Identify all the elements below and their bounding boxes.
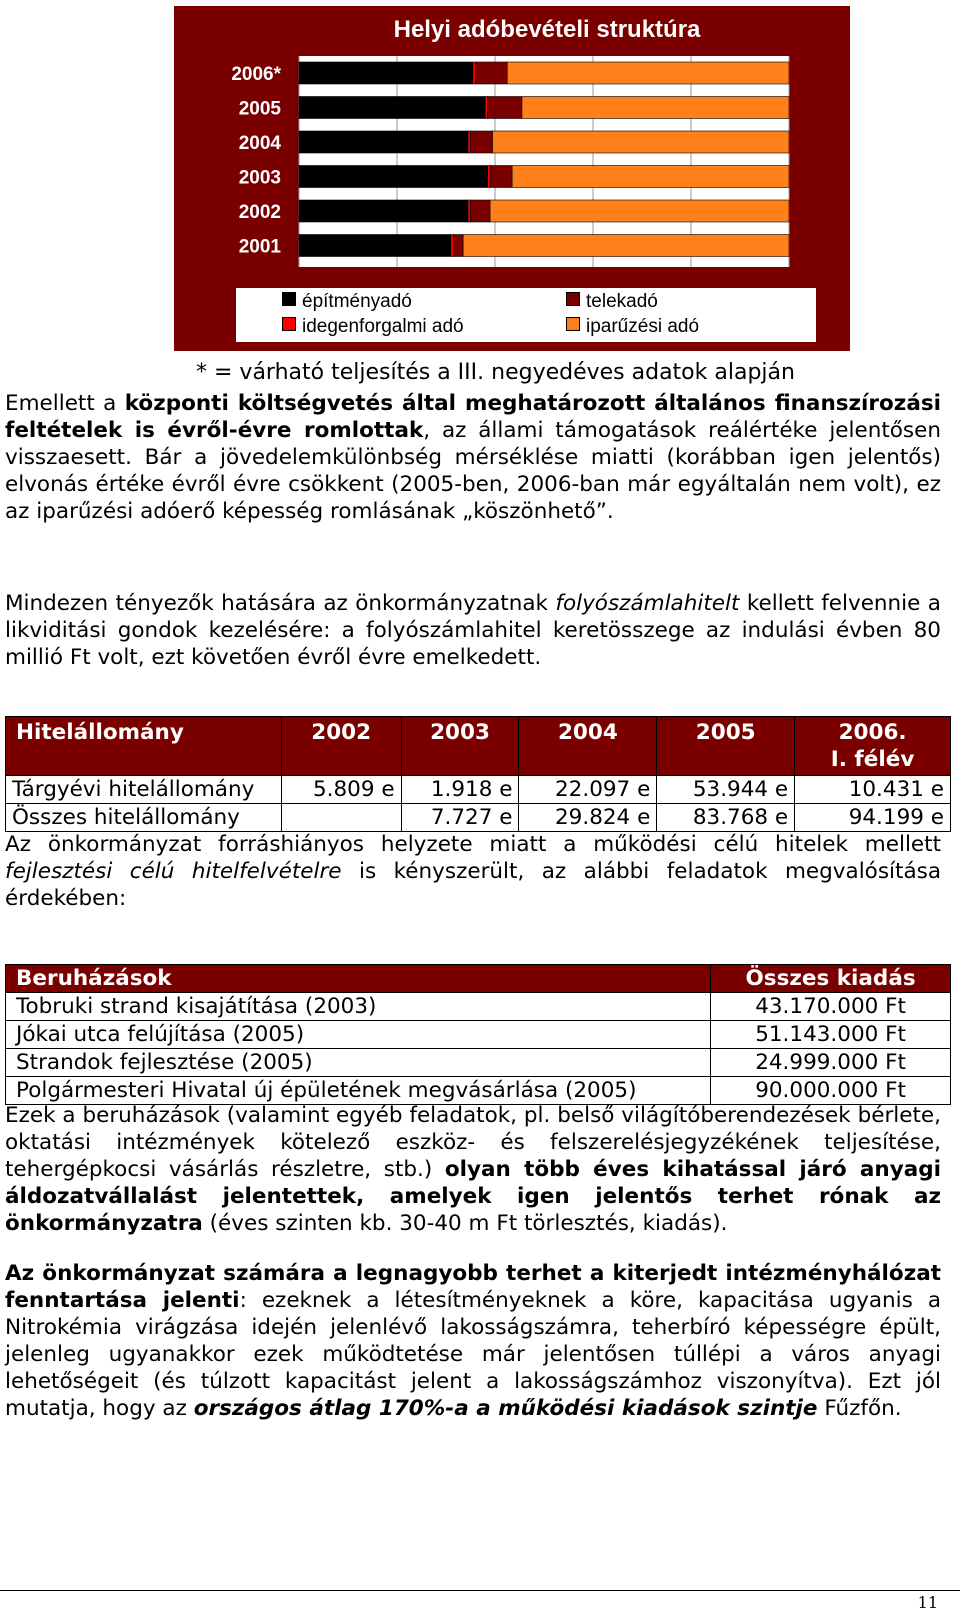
bar-segment-4 [463, 235, 789, 257]
bar-segment-1 [299, 200, 468, 222]
table-cell: 1.918 e [401, 776, 519, 804]
bar-segment-3 [471, 200, 491, 222]
paragraph-overdraft [5, 590, 941, 671]
header-line: 2006. [838, 720, 907, 745]
table-cell: 29.824 e [519, 804, 657, 832]
table-cell: 51.143.000 Ft [711, 1021, 951, 1049]
y-tick-label: 2001 [238, 236, 281, 258]
y-tick-label: 2006* [231, 64, 281, 85]
legend-swatch [282, 292, 296, 306]
legend-label: telekadó [586, 291, 658, 312]
table-row [6, 776, 951, 804]
text-run: Az önkormányzat forráshiányos helyzete miatt a működési célú hitelek mellett [5, 832, 941, 857]
table-cell: 94.199 e [795, 804, 951, 832]
bar-segment-2 [488, 166, 490, 188]
bar-segment-3 [471, 131, 493, 153]
text-run: Emellett a [5, 391, 125, 416]
legend-swatch [282, 317, 296, 331]
legend-swatch [566, 317, 580, 331]
table-row [6, 804, 951, 832]
bar-segment-2 [473, 62, 475, 84]
table-cell: 5.809 e [281, 776, 401, 804]
text-run-bold: olyan több éves kihatással járó anyagi áldozatvállalást jelentettek, amelyek igen jelentős terhet rónak az önkormányzatra [5, 1157, 941, 1236]
row-label: Összes hitelállomány [6, 804, 282, 832]
text-run-bold: központi költségvetés által meghatározott általános finanszírozási feltételek is évről-évre romlottak [5, 391, 941, 443]
table-cell: 10.431 e [795, 776, 951, 804]
table-cell: 24.999.000 Ft [711, 1049, 951, 1077]
chart-footnote: * = várható teljesítés a III. negyedéves adatok alapján [196, 360, 795, 385]
bar-segment-2 [451, 235, 453, 257]
text-run: : ezeknek a létesítményeknek a köre, kapacitása ugyanis a Nitrokémia virágzása idején jelenlévő lakosságszámra, teherbíró képességre épült, jelenleg ugyanakkor ezek működtetése már jelentősen túllépi a város anyagi lehetőségeit (és túlzott kapacitást jelent a lakosságszámhoz viszonyítva). Ezt jól mutatja, hogy az [5, 1288, 941, 1421]
investments-table-header [6, 965, 951, 993]
table-row [6, 993, 951, 1021]
bar-segment-1 [299, 62, 473, 84]
header-cell: 2005 [657, 717, 795, 776]
chart-title: Helyi adóbevételi struktúra [393, 16, 701, 43]
text-run-italic: folyószámlahitelt [555, 591, 740, 616]
page-number: 11 [917, 1593, 938, 1612]
bar-segment-1 [299, 235, 451, 257]
y-tick-label: 2005 [238, 98, 281, 120]
header-cell: Beruházások [6, 965, 711, 993]
table-cell: 22.097 e [519, 776, 657, 804]
investments-table [5, 964, 951, 1105]
bar-segment-3 [488, 97, 522, 119]
footer-rule [0, 1590, 960, 1591]
table-cell [281, 804, 401, 832]
table-row [6, 1021, 951, 1049]
table-cell: 43.170.000 Ft [711, 993, 951, 1021]
header-cell [795, 717, 951, 776]
legend-item-idegenforgalmi-ado [282, 316, 464, 338]
table-cell: Polgármesteri Hivatal új épületének megvásárlása (2005) [6, 1077, 711, 1105]
legend-item-telekado [566, 291, 658, 313]
text-run: Fűzfőn. [817, 1396, 902, 1421]
bar-segment-3 [453, 235, 463, 257]
bar-segment-2 [468, 200, 470, 222]
bar-segment-2 [468, 131, 470, 153]
header-cell: 2003 [401, 717, 519, 776]
table-cell: 90.000.000 Ft [711, 1077, 951, 1105]
y-tick-label: 2002 [238, 202, 281, 223]
bar-segment-1 [299, 166, 488, 188]
legend-label: építményadó [302, 291, 412, 312]
legend-item-epitmenyado [282, 291, 412, 313]
bar-segment-4 [493, 131, 789, 153]
bar-segment-3 [490, 166, 512, 188]
y-tick-label: 2004 [238, 133, 281, 154]
loan-table-header [6, 717, 951, 776]
paragraph-institutions [5, 1260, 941, 1422]
table-cell: Strandok fejlesztése (2005) [6, 1049, 711, 1077]
legend-item-iparuzesi-ado [566, 316, 699, 338]
header-cell: Hitelállomány [6, 717, 282, 776]
table-cell: 7.727 e [401, 804, 519, 832]
bar-segment-4 [490, 200, 789, 222]
bar-segment-1 [299, 131, 468, 153]
text-run: Ezek a beruházások (valamint egyéb feladatok, pl. belső világítóberendezések bérlete, oktatási intézmények kötelező eszköz- és felszerelésjegyzékének teljesítése, tehergépkocsi vásárlás részletre, stb.) [5, 1103, 941, 1182]
paragraph-investment-burden [5, 1102, 941, 1237]
table-cell: 83.768 e [657, 804, 795, 832]
header-cell: 2002 [281, 717, 401, 776]
table-cell: 53.944 e [657, 776, 795, 804]
bar-segment-3 [475, 62, 507, 84]
chart-legend [236, 288, 816, 342]
text-run-bold: Az önkormányzat számára a legnagyobb terhet a kiterjedt intézményhálózat fenntartása jelenti [5, 1261, 941, 1313]
legend-swatch [566, 292, 580, 306]
bar-segment-4 [522, 97, 789, 119]
tax-structure-chart [174, 6, 850, 351]
text-run: (éves szinten kb. 30-40 m Ft törlesztés, kiadás). [202, 1211, 728, 1236]
bar-segment-4 [512, 166, 789, 188]
y-tick-label: 2003 [238, 167, 281, 189]
loan-table [5, 716, 951, 832]
header-cell: Összes kiadás [711, 965, 951, 993]
text-run: Mindezen tényezők hatására az önkormányzatnak [5, 591, 556, 616]
text-run: , az állami támogatások reálértéke jelentősen visszaesett. Bár a jövedelemkülönbség mérséklése miatti (korábban igen jelentős) elvonás értéke évről évre csökkent (2005-ben, 2006-ban már egyáltalán nem volt), ez az iparűzési adóerő képesség romlásának „köszönhető”. [5, 418, 941, 524]
row-label: Tárgyévi hitelállomány [6, 776, 282, 804]
paragraph-funding [5, 390, 941, 525]
bar-segment-1 [299, 97, 485, 119]
header-cell: 2004 [519, 717, 657, 776]
text-run: kellett felvennie a likviditási gondok kezelésére: a folyószámlahitel keretösszege az indulási évben 80 millió Ft volt, ezt követően évről évre emelkedett. [5, 591, 941, 670]
table-cell: Tobruki strand kisajátítása (2003) [6, 993, 711, 1021]
bar-segment-4 [507, 62, 789, 84]
paragraph-development-loans [5, 831, 941, 912]
table-row [6, 1049, 951, 1077]
text-run: is kényszerült, az alábbi feladatok megvalósítása érdekében: [5, 859, 941, 911]
bar-segment-2 [485, 97, 487, 119]
header-line: I. félév [830, 747, 915, 772]
table-cell: Jókai utca felújítása (2005) [6, 1021, 711, 1049]
text-run-bold-italic: országos átlag 170%-a a működési kiadások szintje [193, 1396, 818, 1421]
table-row [6, 1077, 951, 1105]
text-run-italic: fejlesztési célú hitelfelvételre [5, 859, 342, 884]
legend-label: iparűzési adó [586, 316, 700, 337]
legend-label: idegenforgalmi adó [302, 316, 464, 337]
